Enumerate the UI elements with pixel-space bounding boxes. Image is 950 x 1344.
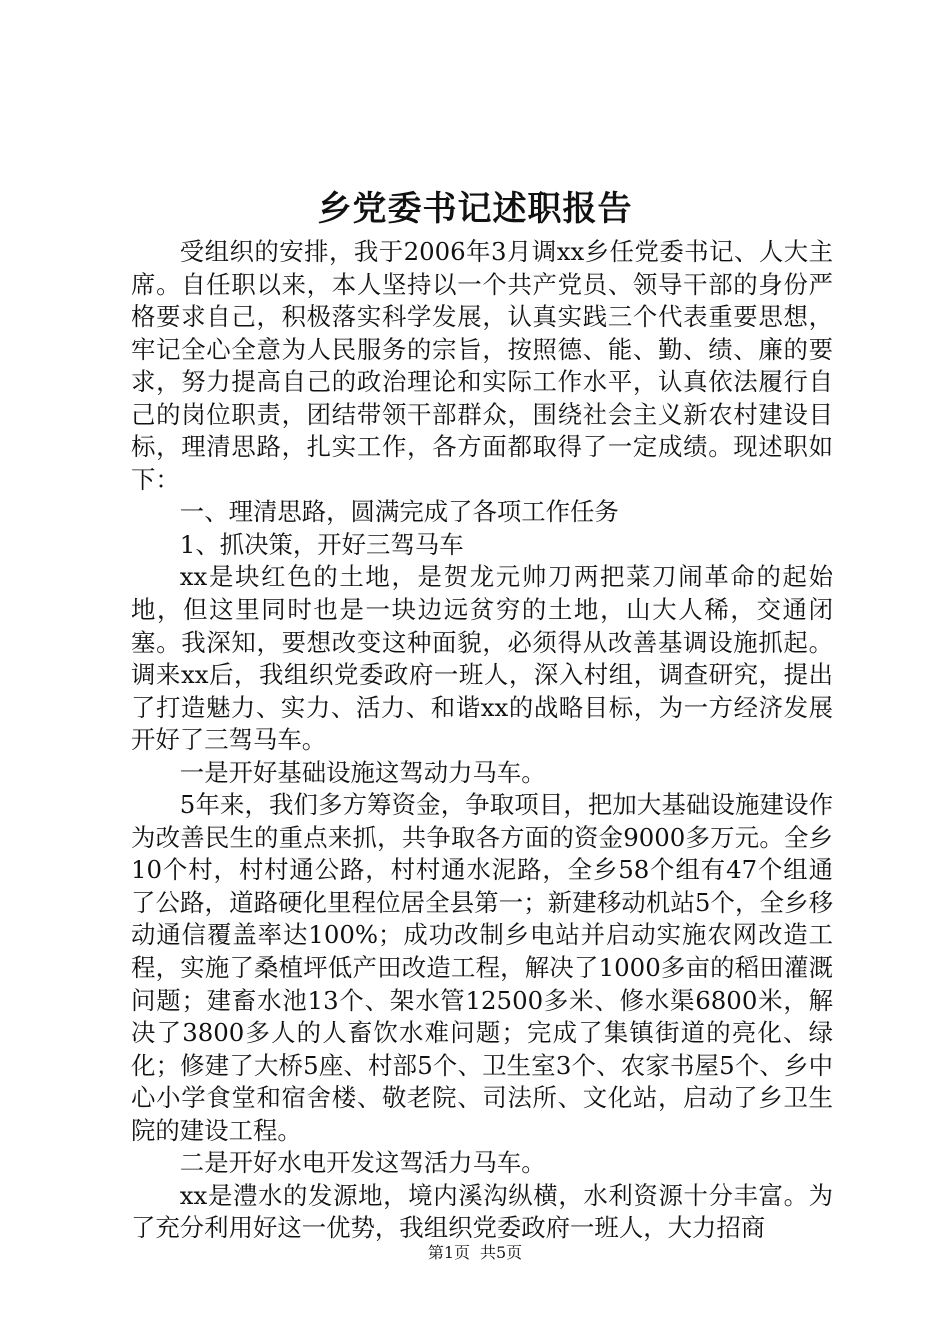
document-body: [131, 236, 833, 1245]
paragraph-hydropower: xx是澧水的发源地，境内溪沟纵横，水利资源十分丰富。为了充分利用好这一优势，我组织党委政府一班人，大力招商: [131, 1180, 833, 1243]
paragraph-infrastructure: 5年来，我们多方筹资金，争取项目，把加大基础设施建设作为改善民生的重点来抓，共争取各方面的资金9000多万元。全乡10个村，村村通公路，村村通水泥路，全乡58个组有47个组通了公路，道路硬化里程位居全县第一；新建移动机站5个，全乡移动通信覆盖率达100%；成功改制乡电站并启动实施农网改造工程，实施了桑植坪低产田改造工程，解决了1000多亩的稻田灌溉问题；建畜水池13个、架水管12500多米、修水渠6800米，解决了3800多人的人畜饮水难问题；完成了集镇街道的亮化、绿化；修建了大桥5座、村部5个、卫生室3个、农家书屋5个、乡中心小学食堂和宿舍楼、敬老院、司法所、文化站，启动了乡卫生院的建设工程。: [131, 790, 833, 1145]
subsection-heading-1: 1、抓决策，开好三驾马车: [179, 529, 464, 559]
document-title: 乡党委书记述职报告: [317, 189, 633, 229]
item-heading-infrastructure: 一是开好基础设施这驾动力马车。: [179, 757, 546, 787]
page-footer: [0, 1243, 950, 1263]
page-number: 第1页: [427, 1243, 470, 1262]
item-heading-hydropower: 二是开好水电开发这驾活力马车。: [179, 1148, 546, 1178]
page-total: 共5页: [480, 1243, 523, 1262]
paragraph-background: xx是块红色的土地，是贺龙元帅刀两把菜刀闹革命的起始地，但这里同时也是一块边远贫穷的土地，山大人稀，交通闭塞。我深知，要想改变这种面貌，必须得从改善基调设施抓起。调来xx后，我组织党委政府一班人，深入村组，调查研究，提出了打造魅力、实力、活力、和谐xx的战略目标，为一方经济发展开好了三驾马车。: [131, 562, 833, 755]
section-heading-1: 一、理清思路，圆满完成了各项工作任务: [179, 497, 619, 527]
paragraph-intro: 受组织的安排，我于2006年3月调xx乡任党委书记、人大主席。自任职以来，本人坚持以一个共产党员、领导干部的身份严格要求自己，积极落实科学发展，认真实践三个代表重要思想，牢记全心全意为人民服务的宗旨，按照德、能、勤、绩、廉的要求，努力提高自己的政治理论和实际工作水平，认真依法履行自己的岗位职责，团结带领干部群众，围绕社会主义新农村建设目标，理清思路，扎实工作，各方面都取得了一定成绩。现述职如下：: [131, 237, 833, 494]
